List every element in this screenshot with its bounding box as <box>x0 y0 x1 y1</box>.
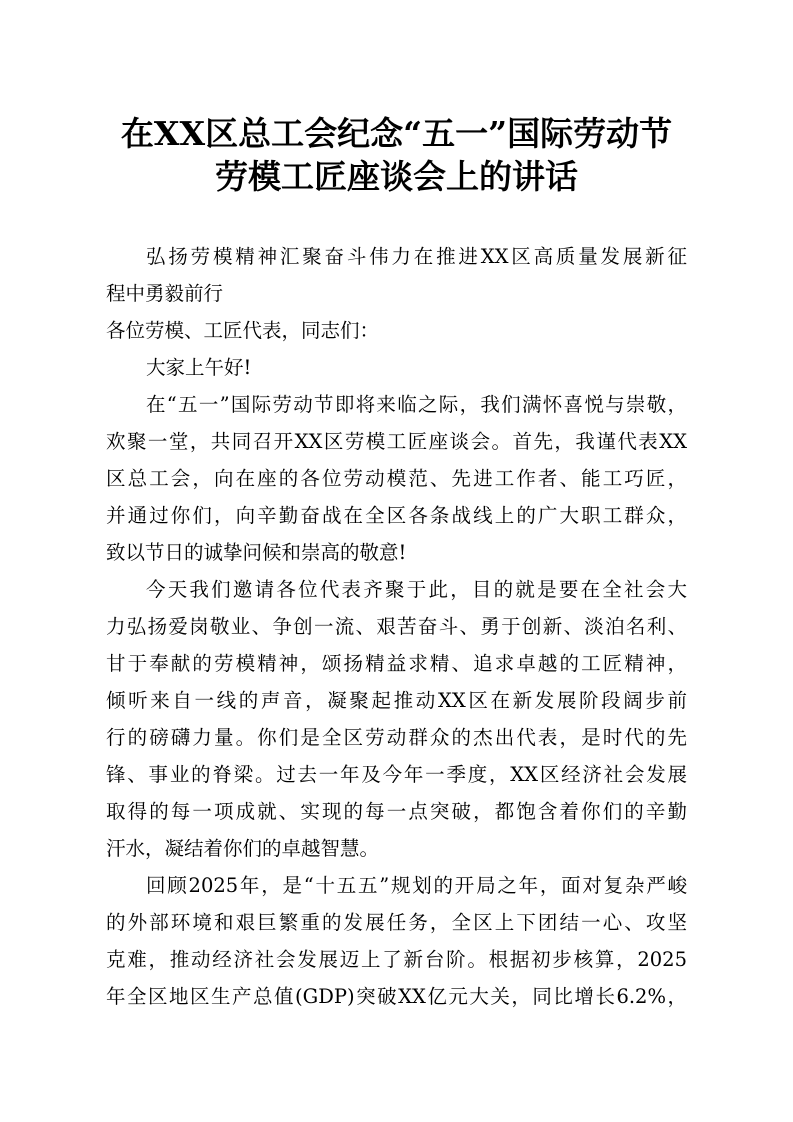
text-line: 克难，推动经济社会发展迈上了新台阶。根据初步核算，2025 <box>106 948 687 971</box>
text-line: 锋、事业的脊梁。过去一年及今年一季度，XX区经济社会发展 <box>106 763 687 786</box>
text-line: 年全区地区生产总值(GDP)突破XX亿元大关，同比增长6.2%， <box>106 985 687 1008</box>
text-line: 甘于奉献的劳模精神，颂扬精益求精、追求卓越的工匠精神， <box>106 652 687 675</box>
document-title-line-1: 在XX区总工会纪念“五一”国际劳动节 <box>120 114 673 153</box>
text-line: 在“五一”国际劳动节即将来临之际，我们满怀喜悦与崇敬， <box>146 393 687 416</box>
text-line: 各位劳模、工匠代表，同志们： <box>106 319 380 342</box>
text-line: 取得的每一项成就、实现的每一点突破，都饱含着你们的辛勤 <box>106 800 687 823</box>
text-line: 致以节日的诚挚问候和崇高的敬意! <box>106 541 407 564</box>
text-line: 并通过你们，向辛勤奋战在全区各条战线上的广大职工群众， <box>106 504 687 527</box>
text-line: 区总工会，向在座的各位劳动模范、先进工作者、能工巧匠， <box>106 467 687 490</box>
text-line: 倾听来自一线的声音，凝聚起推动XX区在新发展阶段阔步前 <box>106 689 687 712</box>
text-line: 回顾2025年，是“十五五”规划的开局之年，面对复杂严峻 <box>146 874 687 897</box>
document-body <box>106 238 687 1015</box>
document-title-line-2: 劳模工匠座谈会上的讲话 <box>215 157 578 196</box>
text-line: 大家上午好! <box>146 356 252 379</box>
text-line: 欢聚一堂，共同召开XX区劳模工匠座谈会。首先，我谨代表XX <box>106 430 687 453</box>
text-line: 今天我们邀请各位代表齐聚于此，目的就是要在全社会大 <box>146 578 687 601</box>
text-line: 程中勇毅前行 <box>106 282 224 305</box>
text-line: 行的磅礴力量。你们是全区劳动群众的杰出代表，是时代的先 <box>106 726 687 749</box>
text-line: 弘扬劳模精神汇聚奋斗伟力在推进XX区高质量发展新征 <box>146 245 687 268</box>
text-line: 力弘扬爱岗敬业、争创一流、艰苦奋斗、勇于创新、淡泊名利、 <box>106 615 687 638</box>
text-line: 汗水，凝结着你们的卓越智慧。 <box>106 837 380 860</box>
text-line: 的外部环境和艰巨繁重的发展任务，全区上下团结一心、攻坚 <box>106 911 687 934</box>
